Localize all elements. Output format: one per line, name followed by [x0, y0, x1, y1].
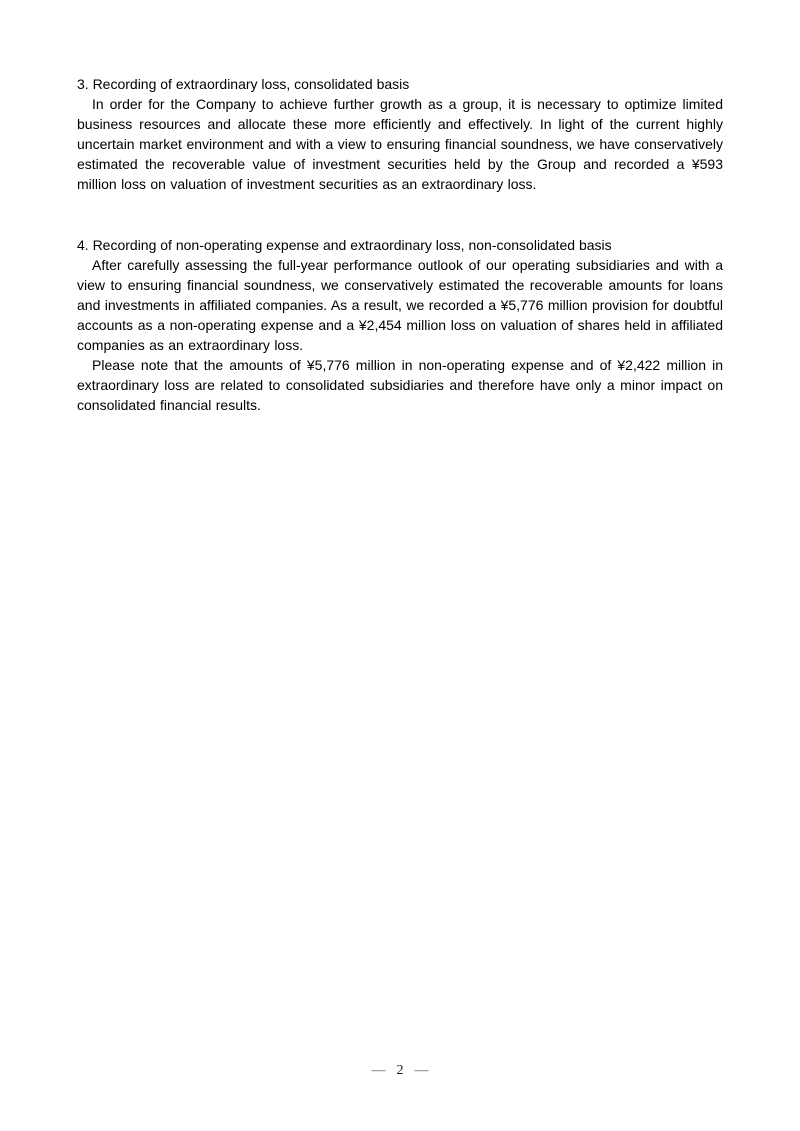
section-4-paragraph-2: Please note that the amounts of ¥5,776 million in non-operating expense and of ¥2,422 million in extraordinary loss are related to consolidated subsidiaries and therefore have only a minor impact on consolidated financial results. — [77, 357, 723, 413]
document-page — [77, 74, 723, 415]
footer-page-number: 2 — [396, 1063, 404, 1078]
section-3-paragraph-1: In order for the Company to achieve further growth as a group, it is necessary to optimize limited business resources and allocate these more efficiently and effectively. In light of the current highly uncertain market environment and with a view to ensuring financial soundness, we have conservatively estimated the recoverable value of investment securities held by the Group and recorded a ¥593 million loss on valuation of investment securities as an extraordinary loss. — [77, 96, 723, 192]
footer-right-dash: — — [414, 1063, 429, 1078]
section-4-paragraph-1: After carefully assessing the full-year performance outlook of our operating subsidiaries and with a view to ensuring financial soundness, we conservatively estimated the recoverable amounts for loans and investments in affiliated companies. As a result, we recorded a ¥5,776 million provision for doubtful accounts as a non-operating expense and a ¥2,454 million loss on valuation of shares held in affiliated companies as an extraordinary loss. — [77, 257, 723, 353]
section-3-heading: 3. Recording of extraordinary loss, consolidated basis — [77, 76, 410, 92]
section-4-heading: 4. Recording of non-operating expense and extraordinary loss, non-consolidated basis — [77, 237, 612, 253]
footer-left-dash: — — [371, 1063, 386, 1078]
section-non-operating-expense-non-consolidated — [77, 235, 723, 415]
section-extraordinary-loss-consolidated — [77, 74, 723, 194]
page-footer — [0, 1062, 800, 1080]
